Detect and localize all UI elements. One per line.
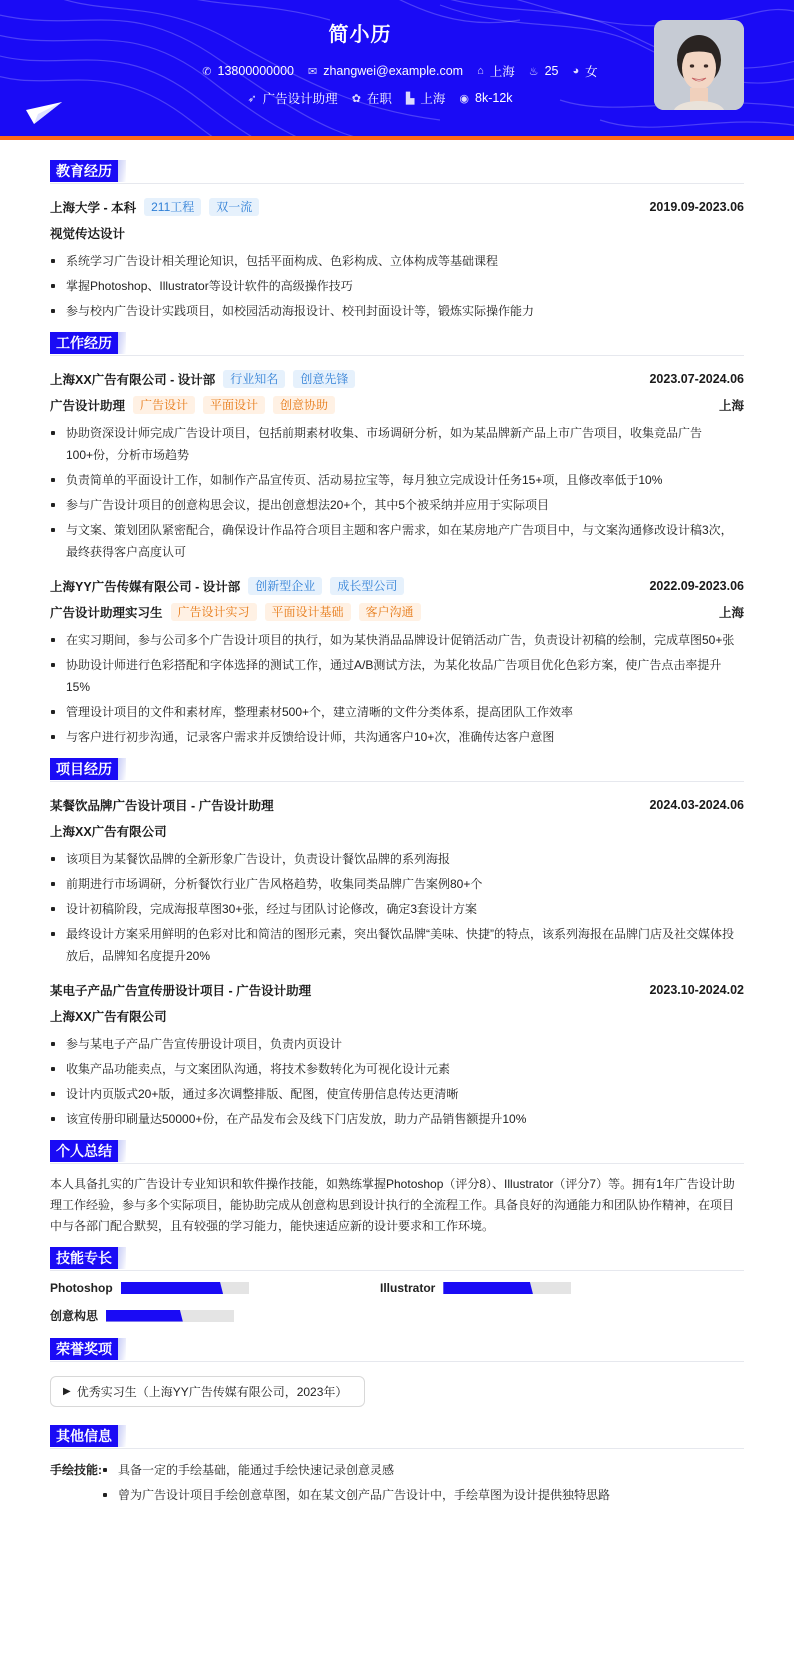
contact-location: ⌂ 上海 xyxy=(477,65,515,79)
skill-item xyxy=(50,1307,380,1324)
contact-email[interactable]: ✉ zhangwei@example.com xyxy=(308,64,464,78)
skill-bar-fill xyxy=(121,1282,223,1294)
school-tag: 双一流 xyxy=(209,198,259,216)
work-city: 上海 xyxy=(718,399,744,413)
resume-body xyxy=(0,140,794,1529)
send-icon: ➶ xyxy=(247,92,257,105)
list-item: 掌握Photoshop、Illustrator等设计软件的高级操作技巧 xyxy=(50,275,744,297)
section-header xyxy=(50,1338,744,1362)
skills-section xyxy=(50,1247,744,1324)
school-tag: 211工程 xyxy=(144,198,201,216)
list-item: 曾为广告设计项目手绘创意草图，如在某文创产品广告设计中，手绘草图为设计提供独特思路 xyxy=(102,1484,610,1506)
profile-photo xyxy=(654,20,744,110)
intent-salary: ◉ 8k-12k xyxy=(459,91,513,105)
project-company: 上海XX广告有限公司 xyxy=(50,825,167,839)
cake-icon: ♨ xyxy=(528,65,539,78)
project-name: 某餐饮品牌广告设计项目 - 广告设计助理 xyxy=(50,799,274,813)
gender-icon: ◕ xyxy=(572,65,580,77)
company-tag: 创新型企业 xyxy=(248,577,322,595)
list-item: 具备一定的手绘基础，能通过手绘快速记录创意灵感 xyxy=(102,1459,610,1481)
list-item: 收集产品功能卖点，与文案团队沟通，将技术参数转化为可视化设计元素 xyxy=(50,1058,744,1080)
list-item: 前期进行市场调研，分析餐饮行业广告风格趋势，收集同类品牌广告案例80+个 xyxy=(50,873,744,895)
role-tag: 广告设计实习 xyxy=(171,603,257,621)
resume-header xyxy=(0,0,794,140)
status-icon: ✿ xyxy=(351,92,361,105)
mail-icon: ✉ xyxy=(308,65,318,78)
section-title: 工作经历 xyxy=(50,332,118,354)
list-item: 系统学习广告设计相关理论知识，包括平面构成、色彩构成、立体构成等基础课程 xyxy=(50,250,744,272)
award-item[interactable] xyxy=(50,1376,365,1407)
list-item: 与客户进行初步沟通，记录客户需求并反馈给设计师，共沟通客户10+次，准确传达客户意图 xyxy=(50,726,744,748)
job-intent-row xyxy=(20,89,740,107)
role-tag: 广告设计 xyxy=(133,396,195,414)
role-tag: 平面设计 xyxy=(203,396,265,414)
role-tag: 平面设计基础 xyxy=(265,603,351,621)
company-tag: 创意先锋 xyxy=(293,370,355,388)
project-date: 2024.03-2024.06 xyxy=(649,798,744,812)
contact-gender: ◕ 女 xyxy=(572,65,598,79)
home-icon: ⌂ xyxy=(477,65,484,77)
intent-city: ▙ 上海 xyxy=(405,92,446,106)
contact-phone: ✆ 13800000000 xyxy=(202,64,294,78)
project-bullets xyxy=(50,848,744,967)
skill-bar-fill xyxy=(106,1310,183,1322)
list-item: 与文案、策划团队紧密配合，确保设计作品符合项目主题和客户需求，如在某房地产广告项目中，与文案沟通修改设计稿3次，最终获得客户高度认可 xyxy=(50,519,744,563)
work-bullets xyxy=(50,629,744,748)
work-city: 上海 xyxy=(718,606,744,620)
skill-name: 创意构思 xyxy=(50,1309,99,1323)
section-title: 个人总结 xyxy=(50,1140,118,1162)
building-icon: ▙ xyxy=(405,92,415,105)
role-name: 广告设计助理 xyxy=(50,399,126,413)
list-item: 设计初稿阶段，完成海报草图30+张，经过与团队讨论修改，确定3套设计方案 xyxy=(50,898,744,920)
phone-icon: ✆ xyxy=(202,65,212,78)
work-date: 2022.09-2023.06 xyxy=(649,579,744,593)
list-item: 协助设计师进行色彩搭配和字体选择的测试工作，通过A/B测试方法，为某化妆品广告项目优化色彩方案，使广告点击率提升15% xyxy=(50,654,744,698)
education-bullets xyxy=(50,250,744,322)
list-item: 参与某电子产品广告宣传册设计项目，负责内页设计 xyxy=(50,1033,744,1055)
section-header xyxy=(50,332,744,356)
summary-section xyxy=(50,1140,744,1237)
education-entry xyxy=(50,194,744,322)
salary-icon: ◉ xyxy=(459,92,470,105)
role-name: 广告设计助理实习生 xyxy=(50,606,163,620)
contact-age: ♨ 25 xyxy=(528,64,559,78)
project-entry xyxy=(50,792,744,967)
section-header xyxy=(50,758,744,782)
work-section xyxy=(50,332,744,748)
section-header xyxy=(50,160,744,184)
contact-info-row xyxy=(40,62,760,80)
candidate-name: 简小历 xyxy=(328,24,392,46)
list-item: 管理设计项目的文件和素材库，整理素材500+个，建立清晰的文件分类体系，提高团队工作效率 xyxy=(50,701,744,723)
project-date: 2023.10-2024.02 xyxy=(649,983,744,997)
work-entry xyxy=(50,366,744,563)
other-info-bullets xyxy=(102,1459,610,1509)
project-entry xyxy=(50,977,744,1130)
other-info-item xyxy=(50,1459,744,1509)
other-section xyxy=(50,1425,744,1509)
section-title: 教育经历 xyxy=(50,160,118,182)
education-section xyxy=(50,160,744,322)
skill-bar xyxy=(443,1282,571,1294)
skill-item xyxy=(50,1281,380,1295)
skill-bar xyxy=(121,1282,249,1294)
summary-text: 本人具备扎实的广告设计专业知识和软件操作技能，如熟练掌握Photoshop（评分8）、Illustrator（评分7）等。拥有1年广告设计助理工作经验，参与多个实际项目，能协助完成从创意构思到设计执行的全流程工作。具备良好的沟通能力和团队协作精神，在项目中与各部门配合默契，且有较强的学习能力，能快速适应新的设计要求和工作环境。 xyxy=(50,1177,735,1233)
project-company: 上海XX广告有限公司 xyxy=(50,1010,167,1024)
section-title: 技能专长 xyxy=(50,1247,118,1269)
intent-status: ✿ 在职 xyxy=(351,92,392,106)
project-name: 某电子产品广告宣传册设计项目 - 广告设计助理 xyxy=(50,984,312,998)
section-header xyxy=(50,1425,744,1449)
skills-grid xyxy=(50,1281,744,1324)
company-tag: 成长型公司 xyxy=(330,577,404,595)
intent-position: ➶ 广告设计助理 xyxy=(247,92,338,106)
list-item: 该项目为某餐饮品牌的全新形象广告设计，负责设计餐饮品牌的系列海报 xyxy=(50,848,744,870)
skill-name: Photoshop xyxy=(50,1281,113,1295)
skill-name: Illustrator xyxy=(380,1281,436,1295)
list-item: 设计内页版式20+版，通过多次调整排版、配图，使宣传册信息传达更清晰 xyxy=(50,1083,744,1105)
awards-section xyxy=(50,1338,744,1421)
paper-plane-icon xyxy=(24,100,64,126)
work-bullets xyxy=(50,422,744,563)
section-title: 其他信息 xyxy=(50,1425,118,1447)
list-item: 最终设计方案采用鲜明的色彩对比和简洁的图形元素，突出餐饮品牌“美味、快捷”的特点，该系列海报在品牌门店及社交媒体投放后，品牌知名度提升20% xyxy=(50,923,744,967)
triangle-right-icon: ▶ xyxy=(63,1386,71,1397)
section-title: 项目经历 xyxy=(50,758,118,780)
section-title: 荣誉奖项 xyxy=(50,1338,118,1360)
work-entry xyxy=(50,573,744,748)
school-name: 上海大学 - 本科 xyxy=(50,201,137,215)
role-tag: 创意协助 xyxy=(273,396,335,414)
list-item: 参与广告设计项目的创意构思会议，提出创意想法20+个，其中5个被采纳并应用于实际项目 xyxy=(50,494,744,516)
other-info-label: 手绘技能: xyxy=(50,1463,102,1477)
skill-bar xyxy=(106,1310,234,1322)
list-item: 协助资深设计师完成广告设计项目，包括前期素材收集、市场调研分析，如为某品牌新产品上市广告项目，收集竞品广告100+份，分析市场趋势 xyxy=(50,422,744,466)
section-header xyxy=(50,1140,744,1164)
company-tag: 行业知名 xyxy=(223,370,285,388)
list-item: 在实习期间，参与公司多个广告设计项目的执行，如为某快消品品牌设计促销活动广告，负责设计初稿的绘制，完成草图50+张 xyxy=(50,629,744,651)
projects-section xyxy=(50,758,744,1130)
education-date: 2019.09-2023.06 xyxy=(649,200,744,214)
section-header xyxy=(50,1247,744,1271)
role-tag: 客户沟通 xyxy=(359,603,421,621)
major-name: 视觉传达设计 xyxy=(50,227,126,241)
list-item: 参与校内广告设计实践项目，如校园活动海报设计、校刊封面设计等，锻炼实际操作能力 xyxy=(50,300,744,322)
project-bullets xyxy=(50,1033,744,1130)
work-date: 2023.07-2024.06 xyxy=(649,372,744,386)
award-text: 优秀实习生（上海YY广告传媒有限公司，2023年） xyxy=(76,1385,348,1399)
list-item: 负责简单的平面设计工作，如制作产品宣传页、活动易拉宝等，每月独立完成设计任务15+项，且修改率低于10% xyxy=(50,469,744,491)
list-item: 该宣传册印刷量达50000+份，在产品发布会及线下门店发放，助力产品销售额提升10% xyxy=(50,1108,744,1130)
skill-item xyxy=(380,1281,710,1295)
company-name: 上海XX广告有限公司 - 设计部 xyxy=(50,373,216,387)
skill-bar-fill xyxy=(443,1282,533,1294)
company-name: 上海YY广告传媒有限公司 - 设计部 xyxy=(50,580,241,594)
